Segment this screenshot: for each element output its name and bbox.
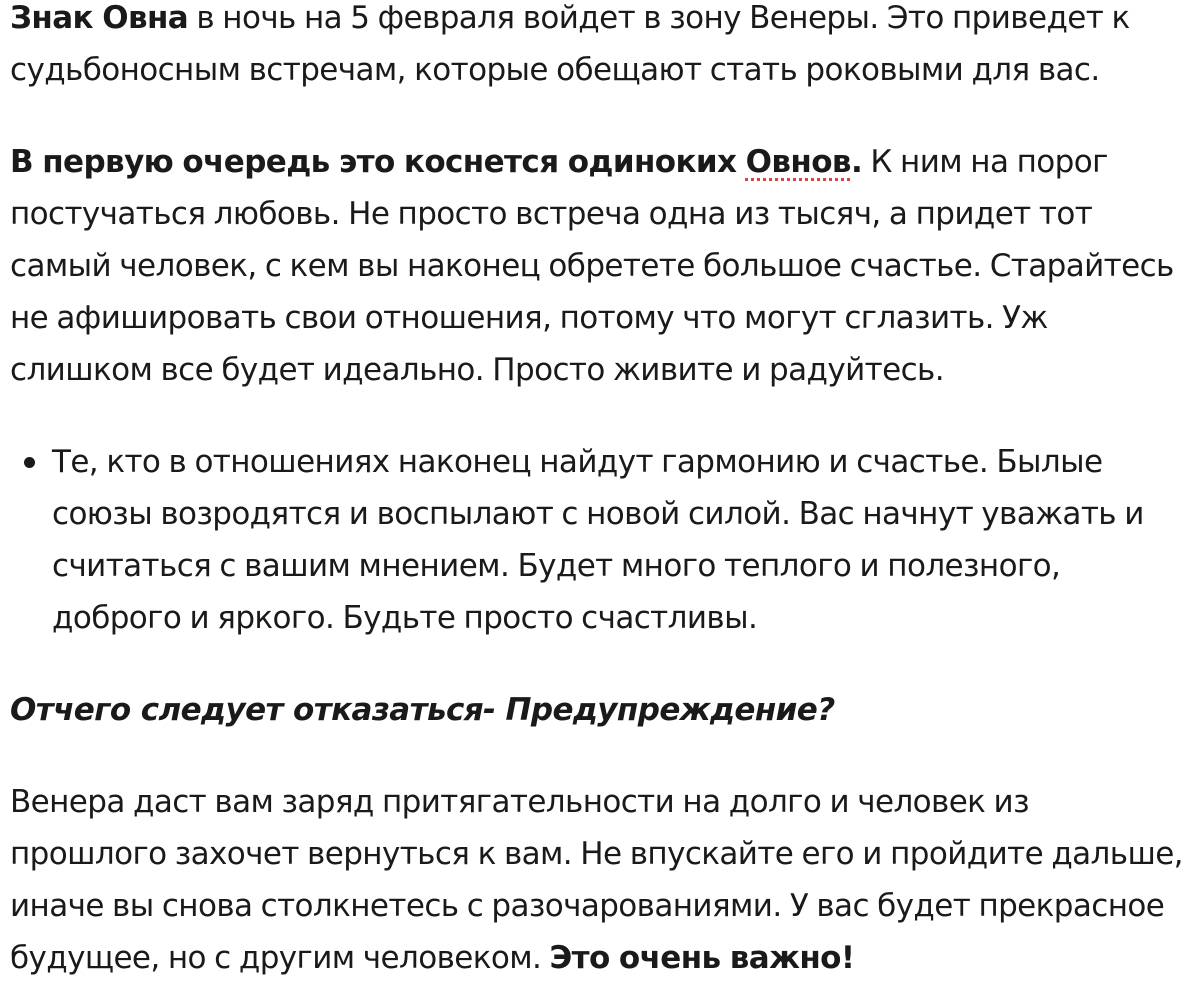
bold-lead-start: В первую очередь это коснется одиноких bbox=[10, 144, 746, 180]
bold-lead-end: . bbox=[850, 144, 863, 180]
paragraph-text: Венера даст вам заряд притягательности на долго и человек из прошлого захочет вернуться к вам. Не впускайте его и пройдите дальше, иначе вы снова столкнетесь с разочарованиями. У вас будет прекрасное будущее, но с другим человеком. bbox=[10, 784, 1183, 976]
section-heading: Отчего следует отказаться- Предупреждение? bbox=[10, 692, 835, 728]
bullet-icon bbox=[24, 457, 35, 468]
paragraph-text: в ночь на 5 февраля войдет в зону Венеры. Это приведет к судьбоносным встречам, которые обещают стать роковыми для вас. bbox=[10, 0, 1130, 88]
spellcheck-word[interactable]: Овнов bbox=[745, 144, 851, 180]
list-item bbox=[52, 436, 1190, 644]
bold-lead: Знак Овна bbox=[10, 0, 189, 36]
bullet-list bbox=[10, 436, 1190, 644]
bold-lead bbox=[10, 144, 862, 180]
paragraph-singles bbox=[10, 136, 1190, 396]
list-item-text: Те, кто в отношениях наконец найдут гармонию и счастье. Былые союзы возродятся и воспылают с новой силой. Вас начнут уважать и считаться с вашим мнением. Будет много теплого и полезного, доброго и яркого. Будьте просто счастливы. bbox=[52, 444, 1144, 636]
paragraph-text: К ним на порог постучаться любовь. Не просто встреча одна из тысяч, а придет тот самый человек, с кем вы наконец обретете большое счастье. Старайтесь не афишировать свои отношения, потому что могут сглазить. Уж слишком все будет идеально. Просто живите и радуйтесь. bbox=[10, 144, 1174, 388]
bold-emphasis: Это очень важно! bbox=[549, 940, 855, 976]
paragraph-warning bbox=[10, 776, 1190, 984]
paragraph-intro bbox=[10, 0, 1190, 96]
